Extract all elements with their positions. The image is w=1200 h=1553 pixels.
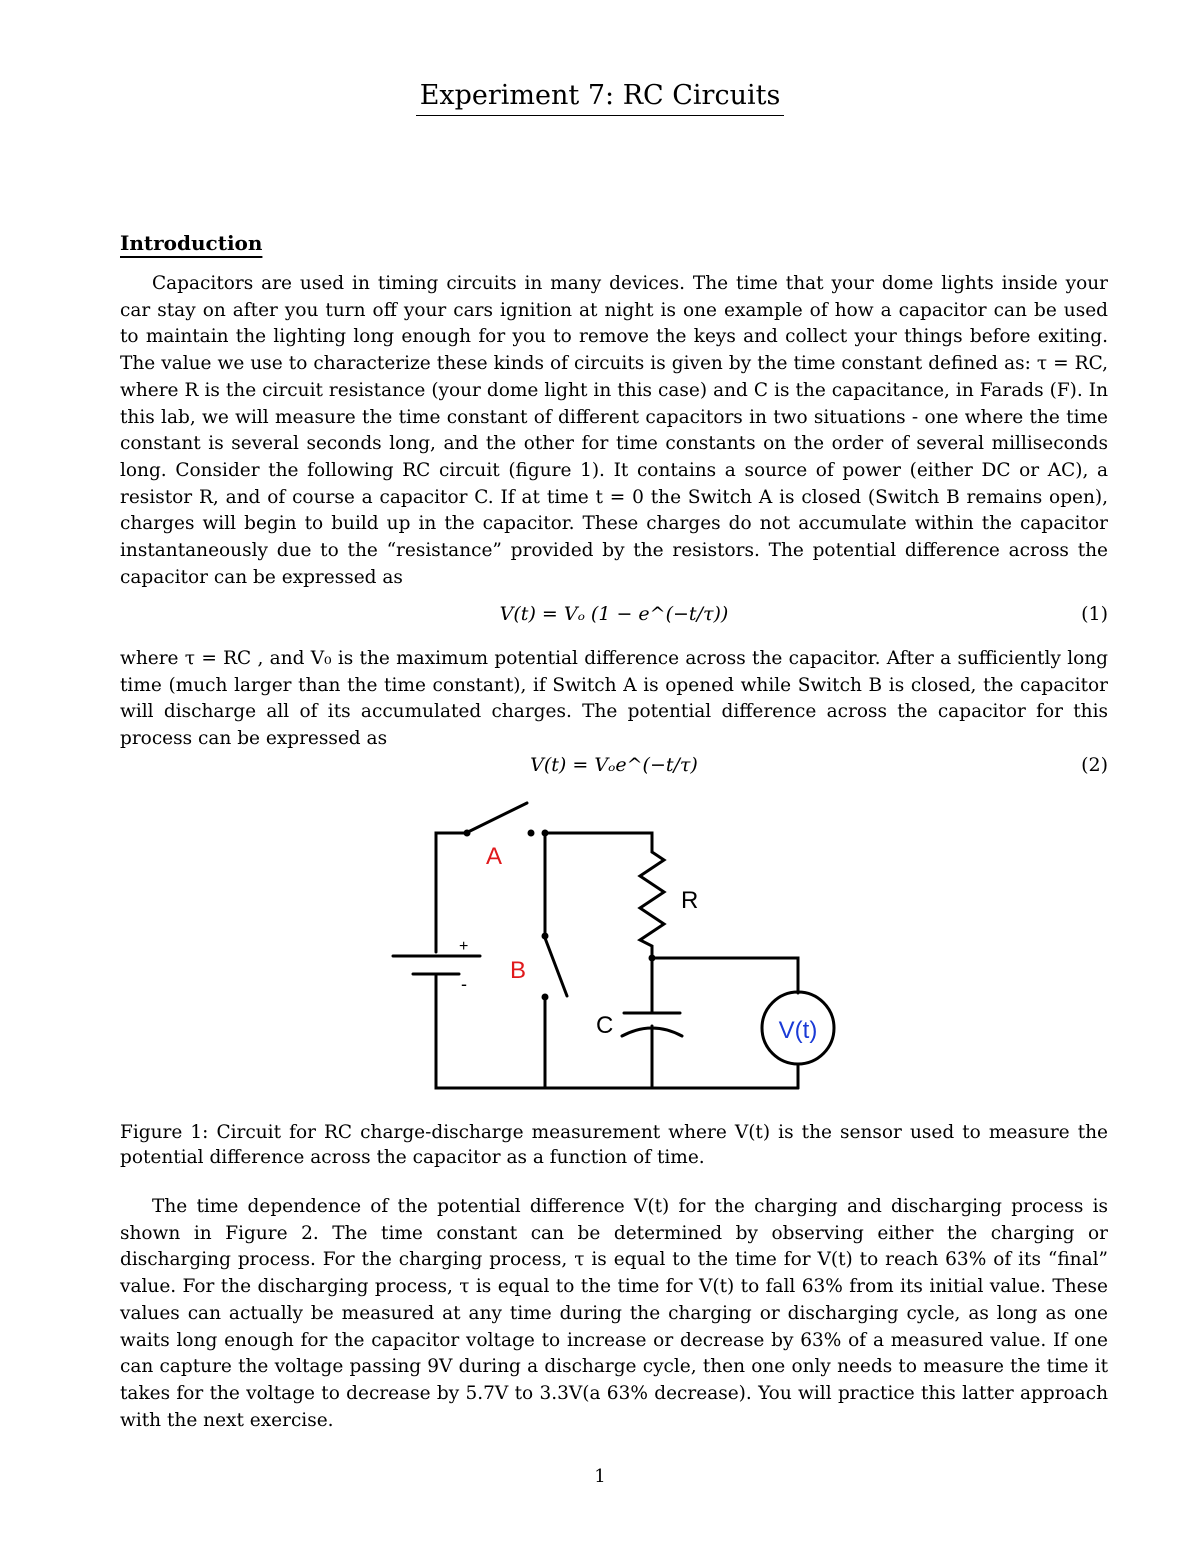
figure-caption: Figure 1: Circuit for RC charge-discharge measurement where V(t) is the sensor used to measure the potential difference across the capacitor as a function of time. [120, 1122, 1108, 1168]
switch-a-blade [468, 803, 527, 832]
equation-2-expression: V(t) = Vₒe^(−t/τ) [530, 754, 698, 776]
node-dot [649, 955, 656, 962]
switch-b-contact-top [542, 933, 549, 940]
page-number: 1 [594, 1466, 606, 1487]
capacitor-label: C [596, 1012, 614, 1039]
battery-plus: + [459, 938, 469, 955]
equation-1-expression: V(t) = Vₒ (1 − e^(−t/τ)) [499, 603, 729, 625]
sensor-label: V(t) [778, 1017, 818, 1044]
battery-minus: - [461, 974, 467, 994]
section-heading: Introduction [120, 231, 263, 255]
switch-a-contact-right [528, 830, 535, 837]
title-text: Experiment 7: RC Circuits [416, 80, 785, 116]
final-paragraph: The time dependence of the potential difference V(t) for the charging and discharging process is shown in Figure 2. The time constant can be determined by observing either the charging or discharging process. For the charging process, τ is equal to the time for V(t) to reach 63% of its “final” value. For the discharging process, τ is equal to the time for V(t) to fall 63% from its initial value. These values can actually be measured at any time during the charging or discharging cycle, as long as one waits long enough for the capacitor voltage to increase or decrease by 63% of a measured value. If one can capture the voltage passing 9V during a discharge cycle, then one only needs to measure the time it takes for the voltage to decrease by 5.7V to 3.3V(a 63% decrease). You will practice this latter approach with the next exercise. [120, 1196, 1108, 1431]
intro-paragraph: Capacitors are used in timing circuits in many devices. The time that your dome lights inside your car stay on after you turn off your cars ignition at night is one example of how a capacitor can be used to maintain the lighting long enough for you to remove the keys and collect your things before exiting. The value we use to characterize these kinds of circuits is given by the time constant defined as: τ = RC, where R is the circuit resistance (your dome light in this case) and C is the capacitance, in Farads (F). In this lab, we will measure the time constant of different capacitors in two situations - one where the time constant is several seconds long, and the other for time constants on the order of several milliseconds long. Consider the following RC circuit (figure 1). It contains a source of power (either DC or AC), a resistor R, and of course a capacitor C. If at time t = 0 the Switch A is closed (Switch B remains open), charges will begin to build up in the capacitor. These charges do not accumulate within the capacitor instantaneously due to the “resistance” provided by the resistors. The potential difference across the capacitor can be expressed as [120, 273, 1108, 588]
equation-1-number: (1) [1081, 603, 1108, 625]
resistor-zigzag [640, 852, 664, 958]
switch-a-contact-left [464, 830, 471, 837]
switch-a-contact-junction [542, 830, 549, 837]
equation-2-number: (2) [1081, 754, 1108, 776]
switch-b-blade [545, 938, 567, 996]
switch-b-label: B [510, 957, 527, 984]
sensor-wire [652, 958, 798, 993]
middle-paragraph: where τ = RC , and V₀ is the maximum potential difference across the capacitor. After a sufficiently long time (much larger than the time constant), if Switch A is opened while Switch B is closed, the capacitor will discharge all of its accumulated charges. The potential difference across the capacitor for this process can be expressed as [120, 648, 1108, 750]
switch-b-contact-bottom [542, 994, 549, 1001]
resistor-label: R [681, 887, 699, 914]
left-wire-top [436, 833, 466, 952]
top-wire [545, 833, 652, 852]
left-wire-bottom [436, 976, 798, 1088]
switch-a-label: A [486, 843, 503, 870]
